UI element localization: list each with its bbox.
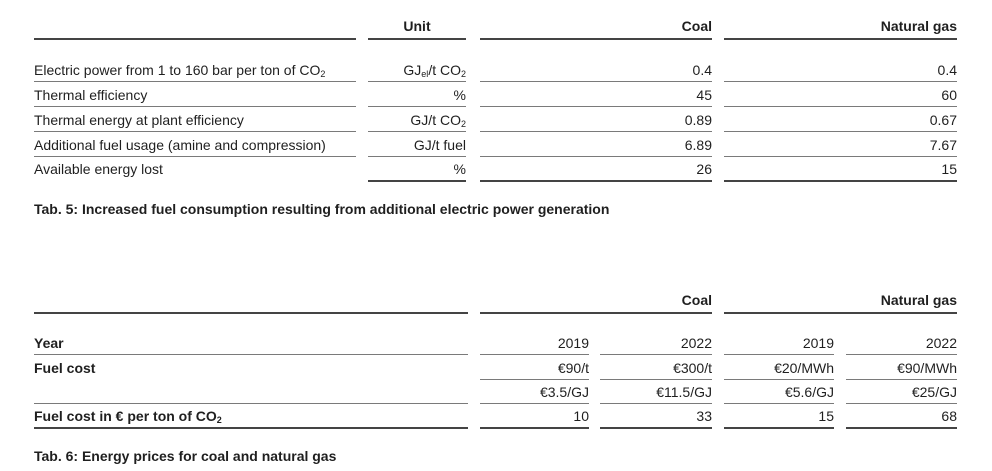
row-rule [600, 354, 712, 355]
header-natural-gas: Natural gas [880, 18, 957, 34]
table-row-label: Available energy lost [34, 161, 163, 177]
row-rule [600, 403, 712, 404]
cell-fuel-cost-gj: €5.6/GJ [784, 384, 834, 400]
row-rule [34, 403, 468, 404]
row-rule [34, 156, 356, 157]
row-rule [480, 354, 589, 355]
row-label-fuel-cost-per-ton: Fuel cost in € per ton of $CO_2$ [34, 408, 222, 425]
header-rule-unit [368, 38, 466, 40]
row-rule [368, 131, 466, 132]
header-rule-coal [480, 312, 712, 314]
table-cell-gas: 60 [941, 87, 957, 103]
row-rule [34, 354, 468, 355]
row-label-fuel-cost: Fuel cost [34, 360, 96, 376]
cell-per-ton: 68 [941, 408, 957, 424]
header-rule-label [34, 312, 468, 314]
header-rule-gas [724, 38, 957, 40]
row-rule [480, 81, 712, 82]
bottom-rule [600, 427, 712, 429]
bottom-rule-label [34, 427, 468, 429]
table-row-label: Additional fuel usage (amine and compression) [34, 137, 326, 153]
row-rule [368, 106, 466, 107]
bottom-rule [480, 427, 589, 429]
bottom-rule [724, 427, 834, 429]
table-cell-gas: 7.67 [929, 137, 957, 153]
row-rule [600, 379, 712, 380]
row-rule [368, 81, 466, 82]
table-cell-coal: 45 [696, 87, 712, 103]
table-row-unit: GJ/t $CO_2$ [410, 112, 466, 129]
bottom-rule-gas [724, 180, 957, 182]
cell-year: 2022 [680, 335, 712, 351]
cell-per-ton: 15 [818, 408, 834, 424]
row-rule [480, 379, 589, 380]
header-rule-gas [724, 312, 957, 314]
table-5-caption: Tab. 5: Increased fuel consumption resulting from additional electric power generation [34, 201, 610, 217]
cell-year: 2022 [925, 335, 957, 351]
header-rule-label [34, 38, 356, 40]
row-rule [480, 106, 712, 107]
table-cell-gas: 0.4 [937, 62, 957, 78]
bottom-rule [846, 427, 957, 429]
row-rule [846, 403, 957, 404]
table-row-unit: GJ/t fuel [413, 137, 466, 153]
cell-fuel-cost-gj: €11.5/GJ [656, 384, 712, 400]
cell-year: 2019 [802, 335, 834, 351]
bottom-rule-coal [480, 180, 712, 182]
row-rule [480, 131, 712, 132]
cell-year: 2019 [557, 335, 589, 351]
table-cell-coal: 0.4 [692, 62, 712, 78]
table-6-caption: Tab. 6: Energy prices for coal and natural gas [34, 448, 337, 464]
cell-per-ton: 33 [696, 408, 712, 424]
table-row-label: Thermal efficiency [34, 87, 148, 103]
cell-per-ton: 10 [573, 408, 589, 424]
cell-fuel-cost: €90/t [557, 360, 589, 376]
header-coal: Coal [681, 292, 712, 308]
table-cell-gas: 0.67 [929, 112, 957, 128]
row-rule [724, 379, 834, 380]
cell-fuel-cost-gj: €3.5/GJ [539, 384, 589, 400]
row-rule [34, 106, 356, 107]
row-rule [480, 403, 589, 404]
row-label-year: Year [34, 335, 64, 351]
row-rule [724, 106, 957, 107]
row-rule [724, 156, 957, 157]
row-rule [724, 131, 957, 132]
bottom-rule-unit [368, 180, 466, 182]
row-rule [480, 156, 712, 157]
table-cell-coal: 6.89 [684, 137, 712, 153]
row-rule [846, 379, 957, 380]
header-rule-coal [480, 38, 712, 40]
cell-fuel-cost-gj: €25/GJ [911, 384, 957, 400]
table-row-label: Electric power from 1 to 160 bar per ton of $CO_2$ [34, 62, 326, 79]
table-row-unit: % [453, 87, 466, 103]
table-row-unit: $GJ_{el}/t$ $CO_2$ [403, 62, 466, 79]
row-rule [34, 131, 356, 132]
row-rule [34, 81, 356, 82]
row-rule [724, 81, 957, 82]
cell-fuel-cost: €20/MWh [774, 360, 834, 376]
table-cell-coal: 0.89 [684, 112, 712, 128]
table-cell-coal: 26 [696, 161, 712, 177]
table-row-unit: % [453, 161, 466, 177]
header-natural-gas: Natural gas [880, 292, 957, 308]
row-rule [368, 156, 466, 157]
header-coal: Coal [681, 18, 712, 34]
cell-fuel-cost: €300/t [673, 360, 712, 376]
table-cell-gas: 15 [941, 161, 957, 177]
cell-fuel-cost: €90/MWh [897, 360, 957, 376]
row-rule [846, 354, 957, 355]
table-row-label: Thermal energy at plant efficiency [34, 112, 244, 128]
row-rule [724, 403, 834, 404]
row-rule [724, 354, 834, 355]
header-unit: Unit [403, 18, 431, 34]
